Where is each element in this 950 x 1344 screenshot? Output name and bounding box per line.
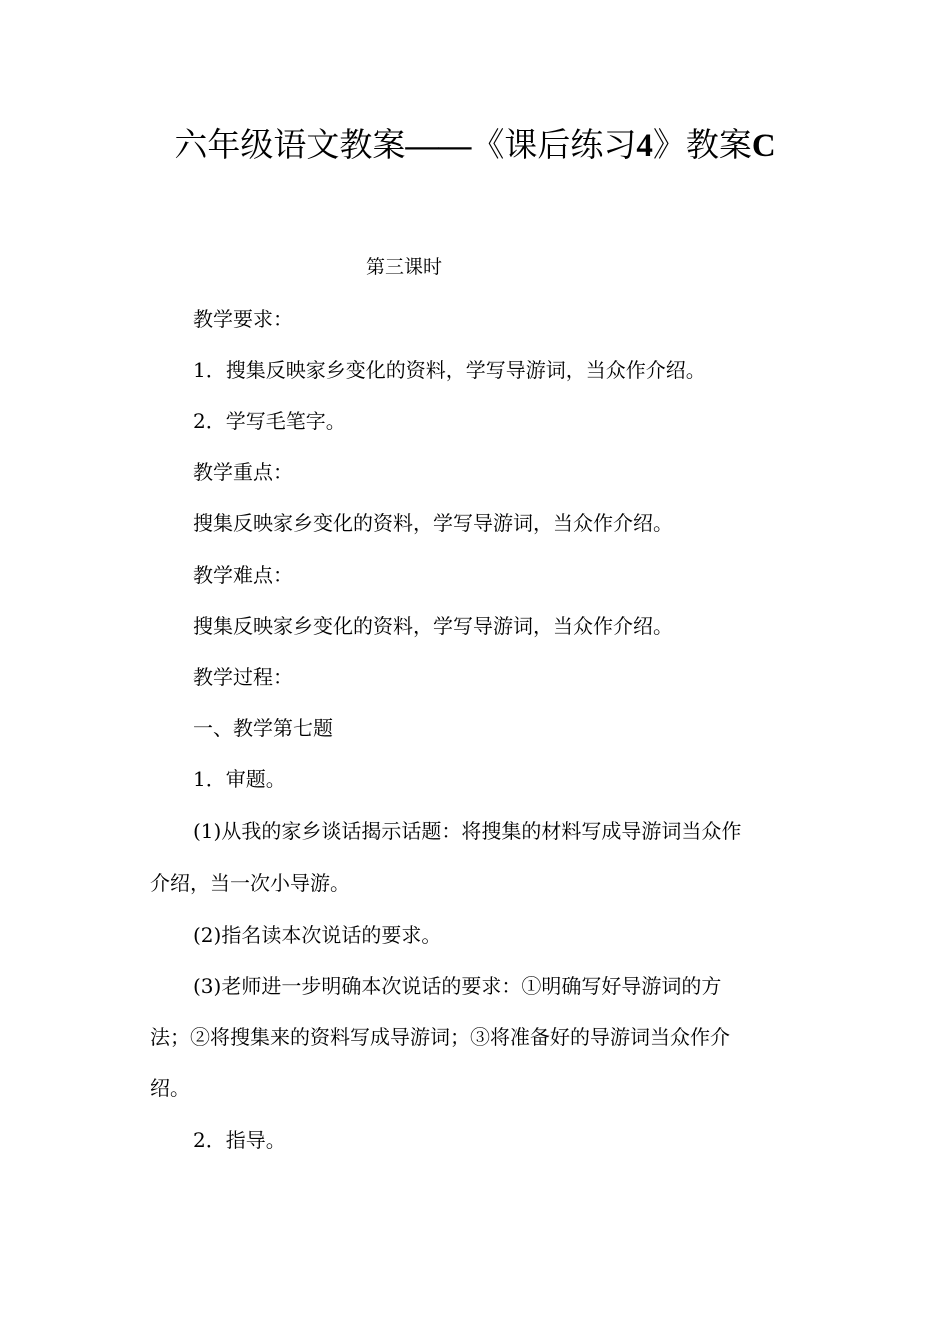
lesson-subtitle: 第三课时 <box>366 256 443 278</box>
title-dash: —— <box>405 128 472 164</box>
process-part-1-heading: 一、教学第七题 <box>193 716 333 740</box>
paragraph-3-line-2: 法；②将搜集来的资料写成导游词；③将准备好的导游词当众作介 <box>150 1025 730 1049</box>
title-main: 六年级语文教案 <box>174 125 406 164</box>
paragraph-3-line-1: (3)老师进一步明确本次说话的要求：①明确写好导游词的方 <box>193 974 722 998</box>
requirement-item-2: 2．学写毛笔字。 <box>193 409 346 433</box>
title-open: 《课后练习 <box>471 125 637 164</box>
key-points-text: 搜集反映家乡变化的资料，学写导游词，当众作介绍。 <box>193 511 673 535</box>
section-heading-difficulties: 教学难点： <box>193 563 293 587</box>
process-step-2: 2．指导。 <box>193 1128 286 1152</box>
requirement-item-1: 1．搜集反映家乡变化的资料，学写导游词，当众作介绍。 <box>193 358 706 382</box>
document-title <box>0 123 950 168</box>
difficulties-text: 搜集反映家乡变化的资料，学写导游词，当众作介绍。 <box>193 614 673 638</box>
section-heading-process: 教学过程： <box>193 665 293 689</box>
paragraph-3-line-3: 绍。 <box>150 1076 190 1100</box>
title-close: 》教案 <box>652 125 752 164</box>
title-number: 4 <box>636 128 653 164</box>
section-heading-requirements: 教学要求： <box>193 307 293 331</box>
paragraph-1-line-1: (1)从我的家乡谈话揭示话题：将搜集的材料写成导游词当众作 <box>193 819 742 843</box>
paragraph-2: (2)指名读本次说话的要求。 <box>193 923 442 947</box>
section-heading-key-points: 教学重点： <box>193 460 293 484</box>
process-step-1: 1．审题。 <box>193 767 286 791</box>
paragraph-1-line-2: 介绍，当一次小导游。 <box>150 871 350 895</box>
title-letter: C <box>751 128 776 164</box>
